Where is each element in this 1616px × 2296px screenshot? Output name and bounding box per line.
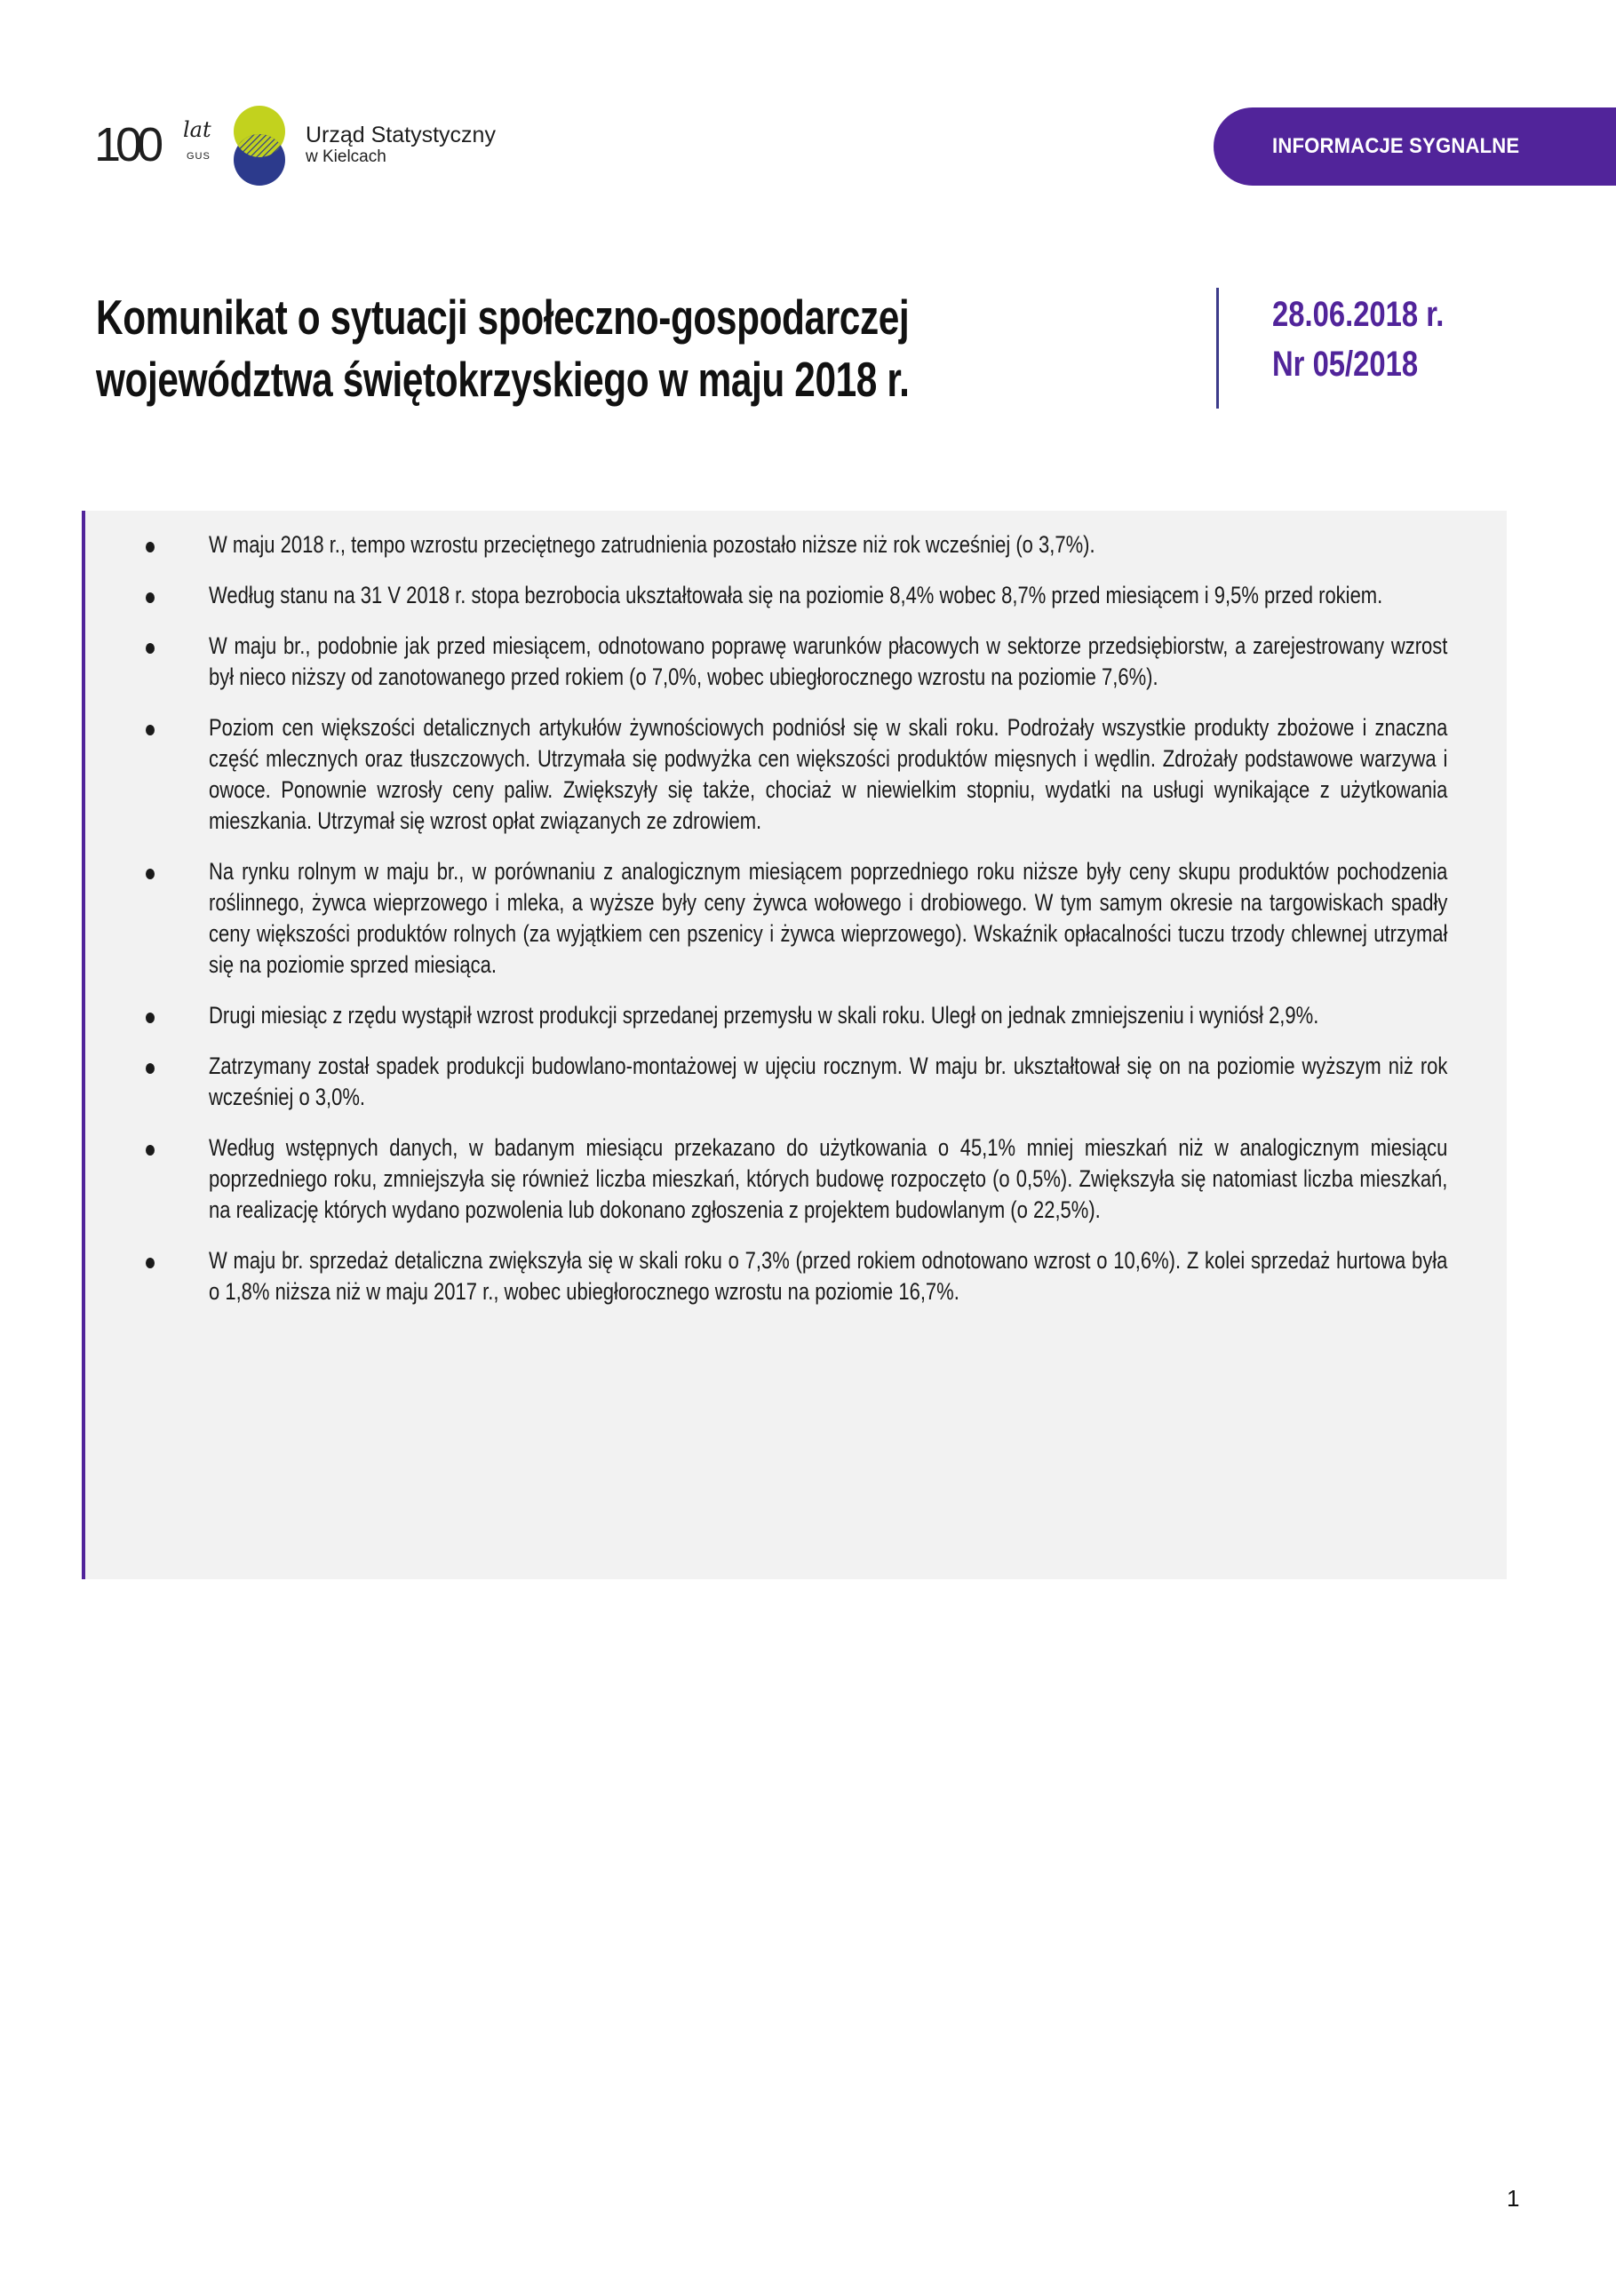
centenary-word: lat [183,117,211,142]
title-line-1: Komunikat o sytuacji społeczno-gospodarczej [96,290,910,345]
title-line-2: województwa świętokrzyskiego w maju 2018 r. [96,352,910,407]
summary-item [146,1051,1448,1113]
badge-label: INFORMACJE SYGNALNE [1272,134,1520,158]
publication-meta [1272,290,1482,389]
summary-item-text: Poziom cen większości detalicznych artykułów żywnościowych podniósł się w skali roku. Podrożały wszystkie produkty zbożowe i znaczna część mlecznych oraz tłuszczowych. Utrzymała się podwyżka cen większości produktów mięsnych i wędlin. Zdrożały podstawowe warzywa i owoce. Ponownie wzrosły ceny paliw. Zwiększyły się także, chociaż w niewielkim stopniu, wydatki na usługi wynikające z użytkowania mieszkania. Utrzymał się wzrost opłat związanych ze zdrowiem. [209,714,1448,834]
summary-item-text: W maju br., podobnie jak przed miesiącem, odnotowano poprawę warunków płacowych w sektorze przedsiębiorstw, a zarejestrowany wzrost był nieco niższy od zanotowanego przed rokiem (o 7,0%, wobec ubiegłorocznego wzrostu na poziomie 7,6%). [209,632,1448,690]
summary-item [146,856,1448,981]
summary-item-text: W maju br. sprzedaż detaliczna zwiększyła się w skali roku o 7,3% (przed rokiem odnotowano wzrost o 10,6%). Z kolei sprzedaż hurtowa była o 1,8% niższa niż w maju 2017 r., wobec ubiegłorocznego wzrostu na poziomie 16,7%. [209,1247,1448,1305]
summary-item [146,631,1448,693]
office-city-line: w Kielcach [306,147,386,167]
bullet-icon [146,1145,155,1156]
summary-box [82,511,1507,1579]
bullet-icon [146,1258,155,1268]
bullet-icon [146,725,155,735]
summary-item [146,529,1443,560]
office-name [306,123,496,168]
summary-item-text: Zatrzymany został spadek produkcji budowlano-montażowej w ujęciu rocznym. W maju br. ukształtował się on na poziomie wyższym niż rok wcześniej o 3,0%. [209,1053,1448,1110]
summary-item [146,712,1448,837]
centenary-org: GUS [187,151,211,162]
logo-circles-icon [233,105,286,187]
summary-item-text: Według stanu na 31 V 2018 r. stopa bezrobocia ukształtowała się na poziomie 8,4% wobec 8,7% przed miesiącem i 9,5% przed rokiem. [209,582,1383,608]
summary-item [146,1000,1443,1031]
bullet-icon [146,1013,155,1023]
bullet-icon [146,542,155,552]
publication-number: Nr 05/2018 [1272,345,1419,384]
bullet-icon [146,1063,155,1074]
page-number: 1 [1507,2185,1520,2212]
centenary-logo [94,105,211,187]
bullet-icon [146,869,155,879]
title-divider [1216,288,1219,409]
summary-item-text: W maju 2018 r., tempo wzrostu przeciętnego zatrudnienia pozostało niższe niż rok wcześniej (o 3,7%). [209,531,1095,558]
informacje-sygnalne-badge [1214,107,1616,186]
summary-item [146,1245,1448,1307]
office-name-line: Urząd Statystyczny [306,122,496,147]
summary-item-text: Drugi miesiąc z rzędu wystąpił wzrost produkcji sprzedanej przemysłu w skali roku. Uległ on jednak zmniejszeniu i wyniósł 2,9%. [209,1002,1319,1029]
summary-list [146,529,1448,1327]
summary-item [146,580,1443,611]
gus-logo [94,105,496,187]
publication-date: 28.06.2018 r. [1272,295,1445,334]
bullet-icon [146,592,155,603]
bullet-icon [146,643,155,654]
summary-item [146,1132,1448,1226]
summary-item-text: Na rynku rolnym w maju br., w porównaniu z analogicznym miesiącem poprzedniego roku niższe były ceny skupu produktów pochodzenia roślinnego, żywca wieprzowego i mleka, a wyższe były ceny żywca wołowego i drobiowego. W tym samym okresie na targowiskach spadły ceny większości produktów rolnych (za wyjątkiem cen pszenicy i żywca wieprzowego). Wskaźnik opłacalności tuczu trzody chlewnej utrzymał się na poziomie sprzed miesiąca. [209,858,1448,978]
summary-item-text: Według wstępnych danych, w badanym miesiącu przekazano do użytkowania o 45,1% mniej mieszkań niż w analogicznym miesiącu poprzedniego roku, zmniejszyła się również liczba mieszkań, których budowę rozpoczęto (o 0,5%). Zwiększyła się natomiast liczba mieszkań, na realizację których wydano pozwolenia lub dokonano zgłoszenia z projektem budowlanym (o 22,5%). [209,1134,1448,1223]
centenary-number: 100 [94,118,159,171]
page-title [96,286,1162,410]
